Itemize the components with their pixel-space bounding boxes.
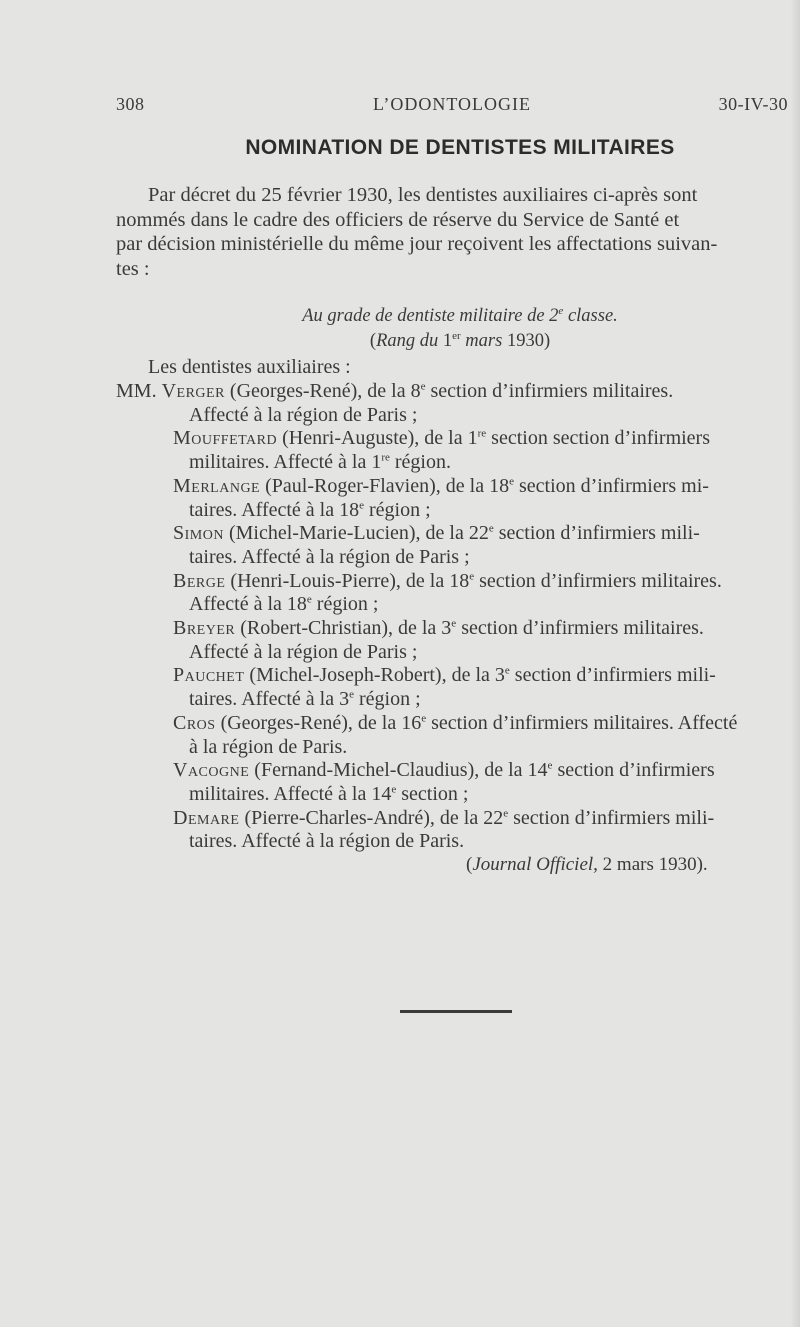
list-item <box>116 617 800 664</box>
entry-details-end: section d’infirmiers mili- <box>509 664 716 687</box>
grade-text: Au grade de dentiste militaire de 2 <box>302 306 559 326</box>
entry-assignment-end: section ; <box>396 782 469 805</box>
entry-sup: re <box>381 451 390 464</box>
entry-line-1 <box>116 522 800 546</box>
issue-date: 30-IV-30 <box>718 94 788 114</box>
entry-line-2 <box>116 783 800 807</box>
entry-details-end: section d’infirmiers mi- <box>513 474 709 497</box>
entry-details-end: section d’infirmiers militaires. <box>456 617 704 640</box>
source-journal: Journal Officiel, <box>472 854 598 875</box>
entry-name: Vacogne <box>173 759 250 782</box>
rank-month: mars <box>460 331 503 351</box>
entry-assignment-end: région ; <box>311 593 379 616</box>
entry-name: Cros <box>173 711 216 734</box>
entry-line-1 <box>116 807 800 831</box>
entry-sup: e <box>488 522 494 535</box>
entry-line-1 <box>116 570 800 594</box>
entry-line-2 <box>116 593 800 617</box>
entry-line-1 <box>116 712 800 736</box>
page-number: 308 <box>116 94 145 114</box>
entry-details: (Pierre-Charles-André), de la 22 <box>239 806 504 829</box>
list-item <box>116 522 800 569</box>
entry-sup: e <box>504 664 510 677</box>
entry-sup: e <box>503 807 509 819</box>
entry-line-2 <box>116 641 800 665</box>
running-header <box>116 94 788 118</box>
entry-line-2 <box>116 736 800 760</box>
list-item <box>116 712 800 759</box>
entry-details: (Fernand-Michel-Claudius), de la 14 <box>249 759 548 782</box>
closing-rule <box>400 1010 512 1013</box>
entry-line-1 <box>116 380 800 404</box>
entry-sup: e <box>391 783 397 796</box>
entry-details-end: section d’infirmiers mili- <box>493 522 700 545</box>
intro-line: Par décret du 25 février 1930, les dentistes auxiliaires ci-après sont <box>148 184 698 206</box>
entry-name: Verger <box>161 380 225 402</box>
entry-assignment: taires. Affecté à la région de Paris ; <box>189 545 470 568</box>
entry-details-end: section d’infirmiers militaires. <box>474 569 722 592</box>
entry-sup: e <box>420 380 426 393</box>
entry-sup: e <box>349 688 354 701</box>
rank-sup: er <box>452 329 461 342</box>
entry-name: Merlange <box>173 474 261 497</box>
grade-heading <box>150 306 770 327</box>
entry-details: (Robert-Christian), de la 3 <box>235 617 452 640</box>
entry-details-end: section d’infirmiers militaires. <box>425 380 674 402</box>
appointments-list <box>116 380 800 854</box>
intro-line: tes : <box>116 257 150 280</box>
entry-details: (Michel-Marie-Lucien), de la 22 <box>223 522 489 545</box>
auxiliaries-label: Les dentistes auxiliaires : <box>148 356 351 378</box>
entry-details: (Georges-René), de la 8 <box>224 380 421 402</box>
list-item <box>116 427 800 474</box>
entry-assignment: taires. Affecté à la région de Paris. <box>189 830 465 853</box>
entry-details-end: section d’infirmiers <box>552 759 715 782</box>
entry-line-2 <box>116 688 800 712</box>
entry-line-2 <box>116 404 800 428</box>
entry-line-2 <box>116 499 800 523</box>
entry-line-1 <box>116 664 800 688</box>
entry-assignment: à la région de Paris. <box>189 735 348 758</box>
intro-line: par décision ministérielle du même jour reçoivent les affectations suivan- <box>116 233 718 255</box>
entry-assignment-end: région ; <box>364 498 431 521</box>
entry-line-2 <box>116 546 800 570</box>
entry-sup: e <box>359 498 364 511</box>
journal-title: L’ODONTOLOGIE <box>373 94 531 114</box>
entry-details: (Henri-Auguste), de la 1 <box>277 427 478 450</box>
entry-name: Pauchet <box>173 664 245 687</box>
entry-prefix: MM. <box>116 380 162 402</box>
entry-assignment-end: région. <box>389 451 451 474</box>
entry-assignment: taires. Affecté à la 18 <box>189 498 360 521</box>
entry-details: (Henri-Louis-Pierre), de la 18 <box>225 569 470 592</box>
entry-line-1 <box>116 759 800 783</box>
entry-details: (Michel-Joseph-Robert), de la 3 <box>244 664 505 687</box>
entry-name: Breyer <box>173 617 236 640</box>
entry-name: Demare <box>173 806 240 829</box>
rank-label: Rang du <box>376 331 439 351</box>
entry-name: Simon <box>173 522 224 545</box>
rank-year: 1930) <box>502 331 551 351</box>
entry-details: (Georges-René), de la 16 <box>215 711 422 734</box>
list-item <box>116 475 800 522</box>
list-item <box>116 570 800 617</box>
rank-day: 1 <box>438 331 453 351</box>
list-item <box>116 664 800 711</box>
entry-line-1 <box>116 617 800 641</box>
entry-details-end: section d’infirmiers mili- <box>508 806 715 829</box>
article-title: NOMINATION DE DENTISTES MILITAIRES <box>245 136 675 159</box>
entry-line-1 <box>116 475 800 499</box>
entry-line-2 <box>116 830 800 854</box>
entry-assignment: militaires. Affecté à la 14 <box>189 782 392 805</box>
entry-name: Berge <box>173 569 226 592</box>
entry-assignment: militaires. Affecté à la 1 <box>189 451 382 474</box>
intro-paragraph <box>116 183 796 281</box>
entry-sup: re <box>477 427 487 440</box>
list-item <box>116 380 800 427</box>
source-paren: ( <box>466 854 473 875</box>
entry-sup: e <box>547 759 553 772</box>
source-date: 2 mars 1930). <box>597 854 708 875</box>
entry-sup: e <box>469 569 475 582</box>
list-item <box>116 759 800 806</box>
entry-sup: e <box>509 475 514 488</box>
entry-assignment: taires. Affecté à la 3 <box>189 688 350 711</box>
entry-assignment-end: région ; <box>354 688 421 711</box>
source-citation <box>466 854 708 876</box>
entry-details-end: section section d’infirmiers <box>486 427 710 450</box>
entry-details-end: section d’infirmiers militaires. Affecté <box>426 711 738 734</box>
rank-date <box>150 331 770 352</box>
entry-sup: e <box>451 617 457 630</box>
entry-sup: e <box>306 593 312 606</box>
entry-line-2 <box>116 451 800 475</box>
intro-line: nommés dans le cadre des officiers de réserve du Service de Santé et <box>116 208 680 231</box>
list-item <box>116 807 800 854</box>
entry-line-1 <box>116 427 800 451</box>
grade-text-end: classe. <box>563 306 618 326</box>
page-edge-shadow <box>790 0 800 1327</box>
entry-assignment: Affecté à la région de Paris ; <box>189 403 418 426</box>
rank-paren-open: ( <box>369 331 377 351</box>
entry-assignment: Affecté à la région de Paris ; <box>189 640 418 663</box>
grade-sup: e <box>558 304 564 317</box>
entry-details: (Paul-Roger-Flavien), de la 18 <box>260 474 510 497</box>
entry-sup: e <box>421 712 427 725</box>
entry-assignment: Affecté à la 18 <box>189 593 307 616</box>
entry-name: Mouffetard <box>173 427 278 450</box>
